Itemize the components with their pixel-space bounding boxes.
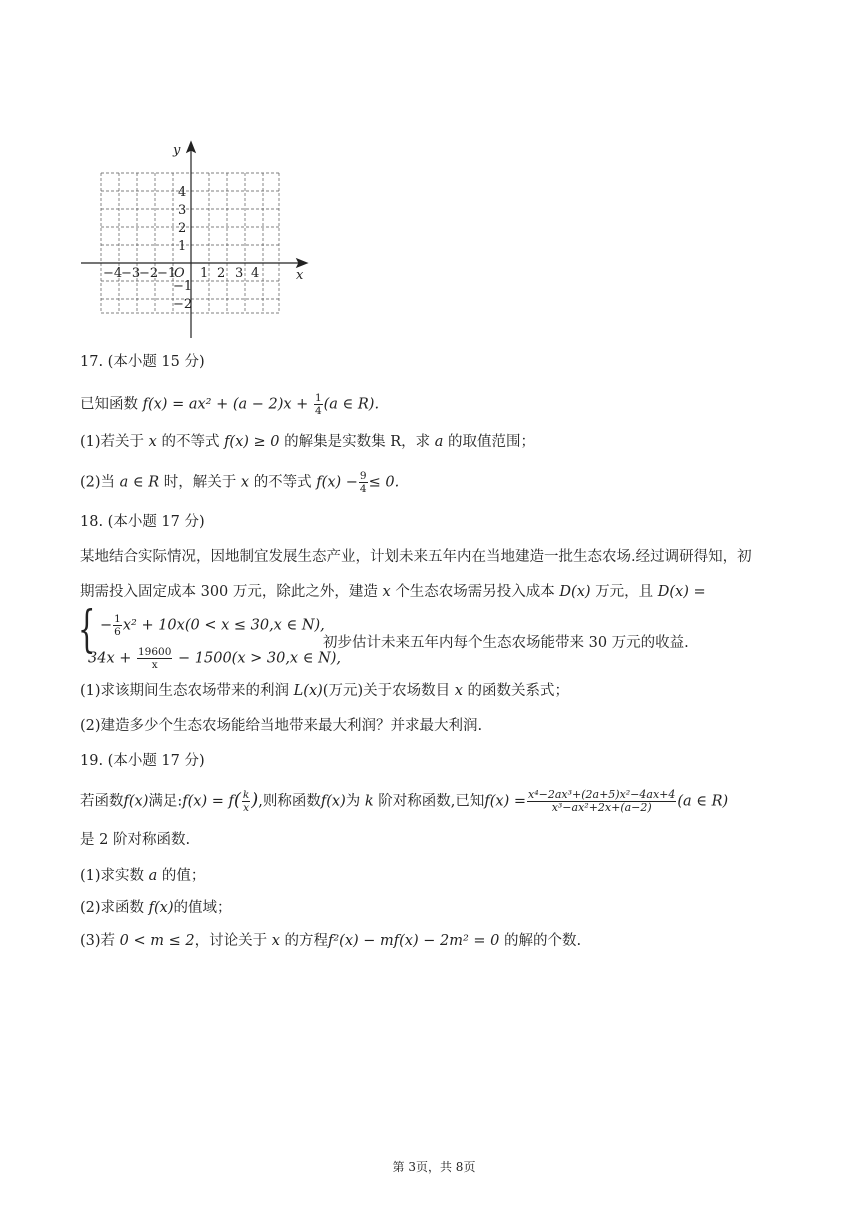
q18-after-cases: 初步估计未来五年内每个生态农场能带来 30 万元的收益.: [323, 635, 689, 651]
q18-case1-denominator: 6: [114, 626, 121, 638]
q18-part1-text: (万元)关于农场数目: [322, 683, 451, 699]
q18-case2-numerator: 19600: [138, 646, 172, 658]
q19-part3-text: 的解的个数.: [504, 933, 582, 949]
q18-case1-fraction: [113, 613, 122, 638]
q17-fraction-denominator: 4: [314, 405, 322, 417]
q19-k-denominator: x: [243, 802, 250, 814]
q19-line1-definition: f(x) =: [484, 793, 526, 810]
q19-part1-text: (1)求实数: [80, 868, 145, 884]
q17-part1-text: (1)若关于: [80, 434, 145, 450]
x-axis-label: x: [296, 268, 304, 283]
q19-k-fraction: [242, 789, 250, 814]
q17-stem-suffix: (a ∈ R).: [323, 396, 380, 413]
q19-header: 19. (本小题 17 分): [80, 753, 205, 769]
q18-part1-profit-function: L(x): [293, 683, 323, 699]
q18-case2-denominator: x: [151, 659, 158, 671]
q17-part1-text: 的不等式: [161, 434, 220, 450]
q19-part2-function: f(x): [148, 900, 174, 916]
axes: [81, 142, 307, 338]
q19-part1: [80, 866, 205, 886]
q19-line1-text: 为: [345, 793, 361, 810]
q17-stem: [80, 392, 379, 417]
q19-part2-text: 的值域；: [173, 900, 232, 916]
q17-part1-text: 的取值范围；: [448, 434, 536, 450]
x-tick-label: −4: [103, 266, 123, 281]
q17-part2-var-x: x: [240, 474, 250, 491]
q17-stem-function: f(x) = ax² + (a − 2)x +: [142, 396, 313, 413]
coordinate-grid-figure: [75, 138, 315, 343]
q18-case1-expression: x² + 10x(0 < x ≤ 30,x ∈ N),: [122, 617, 325, 634]
q19-line1-function: f(x): [123, 793, 149, 810]
q18-case2-expression: 34x +: [88, 650, 136, 667]
x-axis-arrow: [297, 259, 307, 267]
page-footer: 第 3页，共 8页: [392, 1160, 476, 1174]
q19-line1-function: f(x): [320, 793, 346, 810]
q17-part2-fraction-numerator: 9: [359, 470, 367, 482]
q17-part2: [80, 470, 399, 495]
q19-rational-denominator: x³−ax²+2x+(a−2): [551, 801, 652, 814]
q17-part2-expression-end: ≤ 0.: [368, 474, 400, 491]
q18-case1-numerator: 1: [114, 613, 121, 625]
q18-header: 18. (本小题 17 分): [80, 514, 205, 530]
q17-part2-condition: a ∈ R: [119, 474, 160, 491]
q19-part1-text: 的值；: [161, 868, 206, 884]
q17-part2-text: 时，解关于: [163, 474, 237, 491]
q17-part2-text: (2)当: [80, 474, 116, 491]
q19-line1-condition: (a ∈ R): [677, 793, 729, 810]
q17-part2-fraction-denominator: 4: [359, 483, 367, 495]
q18-line2: [80, 582, 706, 602]
q19-part3: [80, 931, 581, 951]
q19-part2: [80, 898, 232, 918]
q18-line2-definition: D(x) =: [657, 584, 706, 600]
q19-part2-text: (2)求函数: [80, 900, 145, 916]
q18-line2-text: 万元，且: [595, 584, 654, 600]
q18-case1-sign: −: [100, 617, 113, 634]
q18-part1-var-x: x: [454, 683, 463, 699]
x-tick-label: −1: [157, 266, 177, 281]
piecewise-brace: {: [78, 600, 96, 658]
q17-part1-text: 的解集是实数集 R，求: [284, 434, 431, 450]
x-tick-label: 2: [217, 266, 226, 281]
y-tick-label: −1: [173, 279, 193, 294]
q18-line2-text: 个生态农场需另投入成本: [395, 584, 555, 600]
q19-paren-close: ): [251, 789, 259, 811]
q19-line1: [80, 789, 728, 814]
q18-case2: [88, 646, 341, 671]
y-tick-label: 1: [178, 239, 187, 254]
q19-part3-text: 的方程: [284, 933, 328, 949]
q19-k-numerator: k: [242, 789, 250, 801]
q18-part1-text: (1)求该期间生态农场带来的利润: [80, 683, 290, 699]
q18-line2-cost-function: D(x): [559, 584, 591, 600]
q19-part3-text: (3)若: [80, 933, 116, 949]
q17-part1-inequality: f(x) ≥ 0: [224, 434, 280, 450]
y-tick-label: 3: [178, 203, 187, 218]
q19-line1-text: 阶对称函数,已知: [378, 793, 485, 810]
q18-case2-expression-end: − 1500(x > 30,x ∈ N),: [173, 650, 342, 667]
q17-part2-fraction: [359, 470, 368, 495]
q19-line1-equation: f(x) = f: [182, 793, 234, 810]
x-tick-label: 3: [235, 266, 244, 281]
q18-part2: (2)建造多少个生态农场能给当地带来最大利润？并求最大利润.: [80, 718, 483, 734]
q17-part2-text: 的不等式: [253, 474, 312, 491]
origin-label: O: [174, 266, 185, 281]
x-tick-label: −2: [139, 266, 159, 281]
q19-line1-text: ,则称函数: [258, 793, 321, 810]
q19-part3-condition: 0 < m ≤ 2: [119, 933, 195, 949]
q17-header: 17. (本小题 15 分): [80, 354, 205, 370]
y-tick-label: 2: [178, 221, 187, 236]
q17-part2-expression: f(x) −: [316, 474, 358, 491]
q19-line1-text: 若函数: [80, 793, 124, 810]
y-axis-label: y: [173, 143, 181, 158]
q19-line1-var-k: k: [364, 793, 374, 810]
q18-line2-var-x: x: [382, 584, 391, 600]
q18-line2-text: 期需投入固定成本 300 万元，除此之外，建造: [80, 584, 378, 600]
q19-part3-text: ，讨论关于: [194, 933, 268, 949]
q18-line1: 某地结合实际情况，因地制宜发展生态产业，计划未来五年内在当地建造一批生态农场.经过调研得知，初: [80, 549, 752, 565]
q17-part1-var-a: a: [434, 434, 444, 450]
y-tick-label: 4: [178, 185, 187, 200]
q17-part1-var-x: x: [148, 434, 157, 450]
q19-part3-equation: f²(x) − mf(x) − 2m² = 0: [328, 933, 500, 949]
x-tick-label: 4: [251, 266, 260, 281]
q19-rational-fraction: [527, 789, 676, 814]
q17-part1: [80, 432, 535, 452]
x-tick-label: 1: [200, 266, 209, 281]
q19-paren-open: (: [233, 789, 241, 811]
q18-case2-fraction: [137, 646, 172, 671]
q19-line1-text: 满足:: [148, 793, 183, 810]
q17-stem-prefix: 已知函数: [80, 396, 138, 413]
q19-rational-numerator: x⁴−2ax³+(2a+5)x²−4ax+4: [528, 788, 676, 801]
q19-part1-var-a: a: [148, 868, 158, 884]
y-axis-arrow: [187, 142, 195, 152]
q18-case1: [100, 613, 325, 638]
q18-part1-text: 的函数关系式；: [467, 683, 570, 699]
x-tick-label: −3: [121, 266, 141, 281]
q19-part3-var-x: x: [271, 933, 280, 949]
q18-part1: [80, 681, 569, 701]
q19-line2: 是 2 阶对称函数.: [80, 832, 191, 848]
y-tick-label: −2: [173, 297, 193, 312]
q17-fraction-numerator: 1: [314, 392, 322, 404]
q17-fraction: [314, 392, 323, 417]
